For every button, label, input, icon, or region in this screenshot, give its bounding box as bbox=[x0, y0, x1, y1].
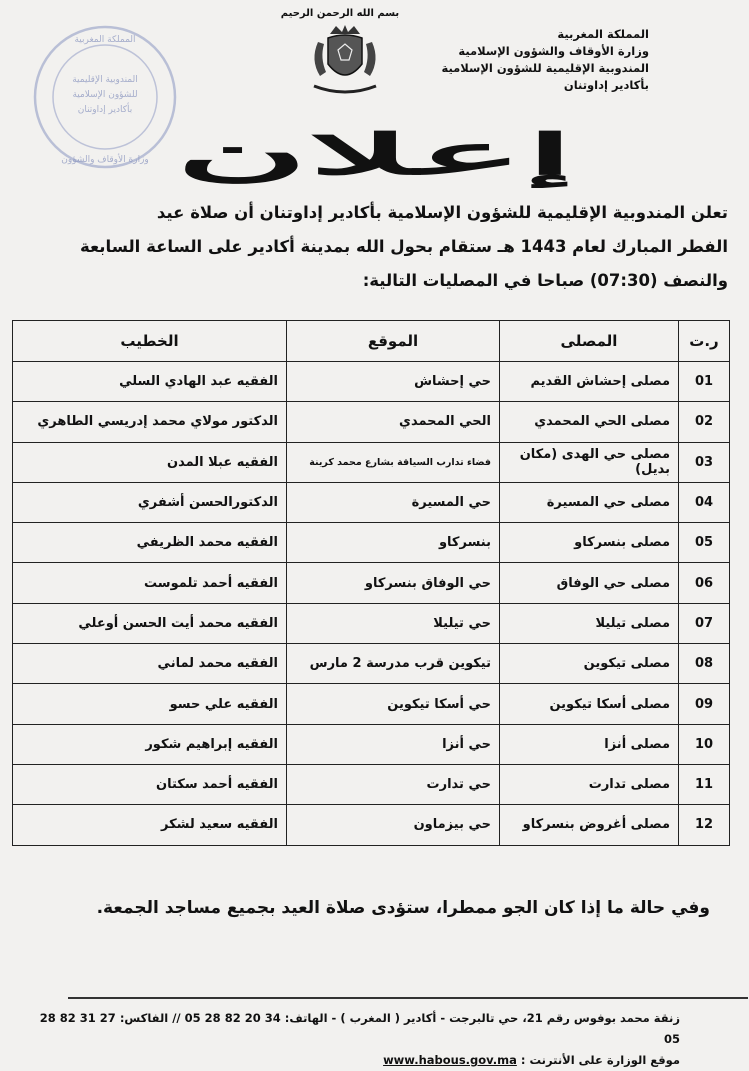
table-row bbox=[13, 644, 730, 684]
intro-line: والنصف (07:30) صباحا في المصليات التالية: bbox=[362, 271, 728, 290]
table-row bbox=[13, 523, 730, 563]
cell-preacher: الفقيه أحمد سكتان bbox=[13, 764, 287, 804]
cell-preacher: الفقيه سعيد لشكر bbox=[13, 805, 287, 845]
col-header-number: ر.ت bbox=[679, 321, 730, 362]
stamp-line: وزارة الأوقاف والشؤون bbox=[61, 155, 149, 165]
cell-location: فضاء تدارب السياقة بشارع محمد كرينة bbox=[287, 442, 500, 482]
cell-location: الحي المحمدي bbox=[287, 402, 500, 442]
cell-musalla: مصلى أسكا تيكوين bbox=[500, 684, 679, 724]
cell-preacher: الفقيه إبراهيم شكور bbox=[13, 724, 287, 764]
cell-musalla: مصلى حي الوفاق bbox=[500, 563, 679, 603]
cell-number: 10 bbox=[679, 724, 730, 764]
stamp-line: المملكة المغربية bbox=[74, 35, 136, 45]
cell-preacher: الدكتورالحسن أشفري bbox=[13, 482, 287, 522]
stamp-line: المندوبية الإقليمية bbox=[72, 75, 138, 85]
table-row bbox=[13, 402, 730, 442]
ministry-header bbox=[409, 26, 649, 94]
cell-location: حي بيزماون bbox=[287, 805, 500, 845]
cell-location: بنسركاو bbox=[287, 523, 500, 563]
cell-number: 11 bbox=[679, 764, 730, 804]
footer-divider bbox=[68, 997, 748, 999]
cell-preacher: الفقيه أحمد تلموست bbox=[13, 563, 287, 603]
cell-location: حي المسيرة bbox=[287, 482, 500, 522]
col-header-preacher: الخطيب bbox=[13, 321, 287, 362]
cell-location: حي أنزا bbox=[287, 724, 500, 764]
cell-number: 06 bbox=[679, 563, 730, 603]
rain-note: وفي حالة ما إذا كان الجو ممطرا، ستؤدى صلاة العيد بجميع مساجد الجمعة. bbox=[96, 898, 710, 918]
cell-number: 02 bbox=[679, 402, 730, 442]
cell-number: 07 bbox=[679, 603, 730, 643]
col-header-musalla: المصلى bbox=[500, 321, 679, 362]
table-header-row bbox=[13, 321, 730, 362]
cell-musalla: مصلى تدارت bbox=[500, 764, 679, 804]
intro-line: تعلن المندوبية الإقليمية للشؤون الإسلامية بأكادير إداوتنان أن صلاة عيد bbox=[156, 203, 728, 222]
cell-number: 04 bbox=[679, 482, 730, 522]
cell-musalla: مصلى تيكوين bbox=[500, 644, 679, 684]
footer-address: زنقة محمد بوفوس رقم 21، حي تالبرجت - أكادير ( المغرب ) - الهاتف: 34 20 82 28 05 // الفاكس: 27 31 82 28 05 bbox=[39, 1011, 680, 1046]
cell-preacher: الفقيه عبلا المدن bbox=[13, 442, 287, 482]
footer bbox=[20, 1008, 680, 1071]
cell-number: 05 bbox=[679, 523, 730, 563]
cell-musalla: مصلى أنزا bbox=[500, 724, 679, 764]
website-link[interactable]: www.habous.gov.ma bbox=[383, 1053, 517, 1067]
cell-musalla: مصلى حي المسيرة bbox=[500, 482, 679, 522]
footer-website-line bbox=[20, 1050, 680, 1071]
cell-location: تيكوين قرب مدرسة 2 مارس bbox=[287, 644, 500, 684]
cell-number: 12 bbox=[679, 805, 730, 845]
cell-number: 01 bbox=[679, 362, 730, 402]
official-stamp bbox=[30, 22, 180, 172]
intro-line: الفطر المبارك لعام 1443 هـ ستقام بحول الله بمدينة أكادير على الساعة السابعة bbox=[79, 237, 728, 256]
table-row bbox=[13, 684, 730, 724]
cell-location: حي الوفاق بنسركاو bbox=[287, 563, 500, 603]
announcement-title bbox=[160, 122, 590, 188]
cell-musalla: مصلى الحي المحمدي bbox=[500, 402, 679, 442]
ministry-line: وزارة الأوقاف والشؤون الإسلامية bbox=[458, 44, 649, 58]
stamp-line: بأكادير إداوتنان bbox=[77, 105, 133, 115]
cell-number: 03 bbox=[679, 442, 730, 482]
royal-crest-icon bbox=[300, 24, 390, 104]
ministry-line: بأكادير إداوتنان bbox=[563, 78, 649, 92]
cell-location: حي تيليلا bbox=[287, 603, 500, 643]
cell-preacher: الفقيه علي حسو bbox=[13, 684, 287, 724]
cell-musalla: مصلى أغروض بنسركاو bbox=[500, 805, 679, 845]
table-row bbox=[13, 563, 730, 603]
table-row bbox=[13, 442, 730, 482]
cell-preacher: الفقيه عبد الهادي السلي bbox=[13, 362, 287, 402]
table-row bbox=[13, 482, 730, 522]
cell-musalla: مصلى إحشاش القديم bbox=[500, 362, 679, 402]
footer-website-label: موقع الوزارة على الأنترنت : bbox=[520, 1053, 680, 1067]
table-row bbox=[13, 603, 730, 643]
bismillah: بسم الله الرحمن الرحيم bbox=[280, 8, 400, 19]
stamp-line: للشؤون الإسلامية bbox=[72, 90, 138, 100]
cell-preacher: الفقيه محمد الظريفي bbox=[13, 523, 287, 563]
cell-location: حي إحشاش bbox=[287, 362, 500, 402]
cell-preacher: الفقيه محمد أيت الحسن أوعلي bbox=[13, 603, 287, 643]
ministry-line: المملكة المغربية bbox=[557, 27, 649, 41]
cell-location: حي تدارت bbox=[287, 764, 500, 804]
cell-musalla: مصلى تيليلا bbox=[500, 603, 679, 643]
ministry-line: المندوبية الإقليمية للشؤون الإسلامية bbox=[441, 61, 649, 75]
cell-number: 08 bbox=[679, 644, 730, 684]
cell-musalla: مصلى حي الهدى (مكان بديل) bbox=[500, 442, 679, 482]
table-row bbox=[13, 764, 730, 804]
announcement-intro bbox=[20, 196, 728, 298]
cell-number: 09 bbox=[679, 684, 730, 724]
cell-location: حي أسكا تيكوين bbox=[287, 684, 500, 724]
table-row bbox=[13, 362, 730, 402]
title-text: إعلان bbox=[175, 122, 299, 188]
col-header-location: الموقع bbox=[287, 321, 500, 362]
cell-musalla: مصلى بنسركاو bbox=[500, 523, 679, 563]
cell-preacher: الدكتور مولاي محمد إدريسي الطاهري bbox=[13, 402, 287, 442]
prayer-grounds-table bbox=[12, 320, 730, 846]
table-row bbox=[13, 805, 730, 845]
cell-preacher: الفقيه محمد لماني bbox=[13, 644, 287, 684]
table-row bbox=[13, 724, 730, 764]
